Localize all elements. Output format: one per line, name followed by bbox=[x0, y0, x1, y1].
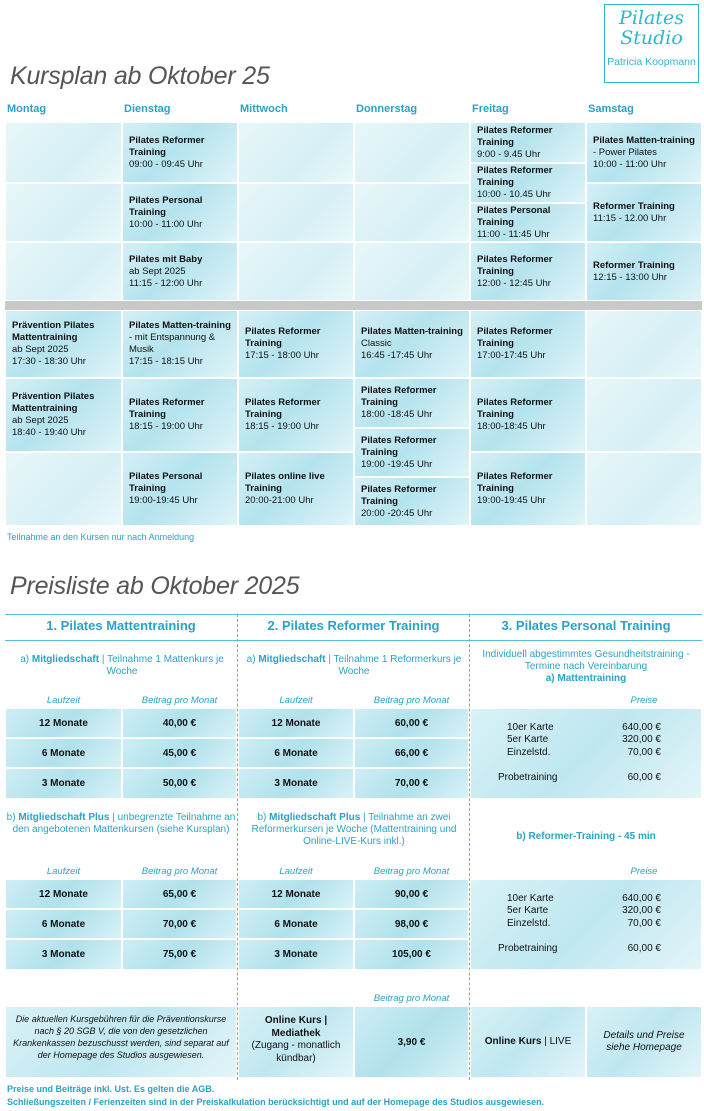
course-cell bbox=[238, 310, 354, 378]
ref-plus-desc bbox=[244, 812, 464, 848]
course-time: 10:00 - 11:00 Uhr bbox=[593, 158, 667, 170]
course-cell bbox=[470, 203, 586, 242]
course-cell bbox=[470, 163, 586, 203]
laufzeit-label: Laufzeit bbox=[279, 866, 313, 877]
course-name: Pilates Personal Training bbox=[477, 204, 551, 228]
course-name: Prävention Pilates Mattentraining bbox=[12, 320, 95, 343]
course-cell bbox=[354, 378, 470, 428]
course-time: 20:00-21:00 Uhr bbox=[245, 495, 314, 506]
plus-label: Mitgliedschaft Plus bbox=[18, 812, 110, 823]
term-cell: 12 Monate bbox=[5, 708, 122, 738]
day-tuesday: Dienstag bbox=[124, 103, 171, 115]
footer-holidays: Schließungszeiten / Ferienzeiten sind in der Preiskalkulation berücksichtigt und auf der Homepage des Studios ausgewiesen. bbox=[7, 1097, 545, 1107]
schedule-empty-cell bbox=[238, 242, 354, 301]
course-time: 09:00 - 09:45 Uhr bbox=[129, 158, 203, 170]
term-cell: 12 Monate bbox=[238, 879, 354, 909]
personal-reformer-label: b) Reformer-Training - 45 min bbox=[516, 831, 656, 842]
beitrag-label: Beitrag pro Monat bbox=[373, 695, 450, 706]
term-cell: 3 Monate bbox=[5, 939, 122, 970]
online-mediathek-label: Online Kurs | Mediathek bbox=[264, 1015, 328, 1039]
schedule-empty-cell bbox=[586, 378, 702, 452]
term-cell: 12 Monate bbox=[5, 879, 122, 909]
price-cell: 70,00 € bbox=[122, 909, 237, 939]
price-cell: 90,00 € bbox=[354, 879, 469, 909]
term-cell: 6 Monate bbox=[238, 738, 354, 768]
online-live-label: Online Kurs bbox=[484, 1035, 542, 1047]
card-10: 10er Karte bbox=[507, 893, 554, 904]
course-cell bbox=[586, 183, 702, 242]
course-cell bbox=[586, 122, 702, 183]
schedule-separator bbox=[5, 301, 702, 310]
logo-name: Patricia Koopmann bbox=[607, 56, 696, 68]
footer-vat: Preise und Beiträge inkl. Ust. Es gelten die AGB. bbox=[7, 1084, 215, 1094]
single-lesson-price: 70,00 € bbox=[627, 747, 661, 758]
course-extra: - mit Entspannung & Musik bbox=[129, 332, 216, 355]
course-time: 10:00 - 11:00 Uhr bbox=[129, 218, 203, 230]
course-cell bbox=[5, 310, 122, 378]
course-time: 10:00 - 10.45 Uhr bbox=[477, 189, 551, 200]
online-mediathek-info: (Zugang - monatlich kündbar) bbox=[251, 1040, 341, 1064]
price-title: Preisliste ab Oktober 2025 bbox=[10, 572, 300, 600]
course-time: 18:00 -18:45 Uhr bbox=[361, 409, 433, 420]
schedule-empty-cell bbox=[586, 310, 702, 378]
course-cell bbox=[470, 378, 586, 452]
course-time: 12:00 - 12:45 Uhr bbox=[477, 277, 551, 289]
course-name: Prävention Pilates Mattentraining bbox=[12, 391, 95, 414]
online-mediathek-price: 3,90 € bbox=[354, 1006, 469, 1078]
course-cell bbox=[122, 452, 238, 526]
course-name: Pilates Reformer Training bbox=[477, 253, 553, 277]
course-cell bbox=[5, 378, 122, 452]
course-extra: ab Sept 2025 bbox=[12, 415, 69, 426]
schedule-title: Kursplan ab Oktober 25 bbox=[10, 62, 270, 90]
price-top-line bbox=[5, 614, 702, 615]
course-time: 12:15 - 13:00 Uhr bbox=[593, 271, 667, 283]
course-cell bbox=[122, 378, 238, 452]
plus-text: | Teilnahme an zwei Reformerkursen je Woche (Mattentraining und Online-LIVE-Kurs inkl.) bbox=[251, 812, 457, 847]
price-cell: 60,00 € bbox=[354, 708, 469, 738]
single-lesson: Einzelstd. bbox=[507, 918, 551, 929]
beitrag-label: Beitrag pro Monat bbox=[373, 866, 450, 877]
card-5: 5er Karte bbox=[507, 905, 549, 916]
course-name: Pilates Reformer Training bbox=[477, 326, 553, 349]
laufzeit-label: Laufzeit bbox=[279, 695, 313, 706]
preise-label: Preise bbox=[630, 866, 658, 877]
single-lesson-price: 70,00 € bbox=[627, 918, 661, 929]
col-personal: 3. Pilates Personal Training bbox=[501, 618, 671, 633]
course-cell bbox=[354, 310, 470, 378]
online-live-box bbox=[470, 1006, 586, 1078]
course-name: Pilates Reformer Training bbox=[245, 397, 321, 420]
course-time: 18:15 - 19:00 Uhr bbox=[129, 421, 203, 432]
laufzeit-label: Laufzeit bbox=[46, 866, 81, 877]
course-time: 17:15 - 18:00 Uhr bbox=[245, 350, 319, 361]
personal-matten-label: a) Mattentraining bbox=[545, 673, 627, 684]
price-cell: 105,00 € bbox=[354, 939, 469, 970]
course-name: Pilates Reformer Training bbox=[477, 165, 553, 188]
logo-line2: Studio bbox=[620, 27, 683, 49]
schedule-empty-cell bbox=[238, 122, 354, 183]
schedule-empty-cell bbox=[5, 242, 122, 301]
card-10: 10er Karte bbox=[507, 722, 554, 733]
schedule-empty-cell bbox=[5, 122, 122, 183]
course-time: 16:45 -17:45 Uhr bbox=[361, 350, 433, 361]
course-cell bbox=[586, 242, 702, 301]
course-extra: - Power Pilates bbox=[593, 146, 657, 158]
schedule-empty-cell bbox=[354, 242, 470, 301]
plus-label: Mitgliedschaft Plus bbox=[269, 812, 361, 823]
day-saturday: Samstag bbox=[588, 103, 634, 115]
course-extra: Classic bbox=[361, 338, 392, 349]
course-time: 18:15 - 19:00 Uhr bbox=[245, 421, 319, 432]
price-cell: 70,00 € bbox=[354, 768, 469, 799]
membership-text: | Teilnahme 1 Mattenkurs je Woche bbox=[99, 654, 224, 677]
personal-desc bbox=[474, 649, 698, 685]
course-cell bbox=[238, 452, 354, 526]
course-name: Pilates Reformer Training bbox=[361, 434, 437, 458]
course-cell bbox=[470, 242, 586, 301]
course-time: 17:00-17:45 Uhr bbox=[477, 350, 546, 361]
course-cell bbox=[238, 378, 354, 452]
studio-logo bbox=[604, 4, 699, 83]
card-5: 5er Karte bbox=[507, 734, 549, 745]
day-wednesday: Mittwoch bbox=[240, 103, 288, 115]
course-cell bbox=[470, 122, 586, 163]
course-name: Pilates Reformer Training bbox=[129, 134, 205, 158]
course-cell bbox=[122, 310, 238, 378]
laufzeit-label: Laufzeit bbox=[46, 695, 81, 706]
beitrag-label: Beitrag pro Monat bbox=[141, 866, 218, 877]
course-name: Pilates Reformer Training bbox=[361, 483, 437, 507]
price-cell: 45,00 € bbox=[122, 738, 237, 768]
course-time: 11:00 - 11:45 Uhr bbox=[477, 228, 550, 240]
course-name: Pilates Matten-training bbox=[129, 320, 231, 331]
course-cell bbox=[122, 183, 238, 242]
term-cell: 3 Monate bbox=[238, 768, 354, 799]
term-cell: 3 Monate bbox=[238, 939, 354, 970]
trial-price: 60,00 € bbox=[627, 943, 661, 954]
schedule-empty-cell bbox=[238, 183, 354, 242]
personal-price-box bbox=[470, 879, 702, 970]
day-friday: Freitag bbox=[472, 103, 509, 115]
prefix: a) bbox=[246, 654, 259, 665]
course-name: Pilates Matten-training bbox=[361, 326, 463, 337]
plus-text: | unbegrenzte Teilnahme an den angebotenen Mattenkursen (siehe Kursplan) bbox=[12, 812, 236, 835]
course-time: 17:30 - 18:30 Uhr bbox=[12, 356, 86, 367]
course-name: Pilates Reformer Training bbox=[477, 397, 553, 420]
course-name: Reformer Training bbox=[593, 259, 675, 271]
course-name: Pilates Reformer Training bbox=[361, 385, 437, 408]
trial-label: Probetraining bbox=[498, 772, 558, 783]
course-name: Reformer Training bbox=[593, 200, 675, 212]
online-live-suffix: | LIVE bbox=[541, 1035, 572, 1047]
price-cell: 50,00 € bbox=[122, 768, 237, 799]
day-thursday: Donnerstag bbox=[356, 103, 418, 115]
term-cell: 6 Monate bbox=[5, 738, 122, 768]
course-name: Pilates Matten-training bbox=[593, 134, 695, 146]
course-time: 9:00 - 9.45 Uhr bbox=[477, 148, 541, 160]
col-reformer: 2. Pilates Reformer Training bbox=[267, 618, 440, 633]
schedule-empty-cell bbox=[354, 122, 470, 183]
schedule-empty-cell bbox=[354, 183, 470, 242]
course-cell bbox=[470, 310, 586, 378]
ref-membership-desc bbox=[244, 654, 464, 678]
term-cell: 6 Monate bbox=[238, 909, 354, 939]
day-monday: Montag bbox=[7, 103, 47, 115]
membership-label: Mitgliedschaft bbox=[258, 654, 326, 665]
registration-note: Teilnahme an den Kursen nur nach Anmeldung bbox=[7, 532, 195, 542]
prefix: a) bbox=[20, 654, 32, 665]
personal-text: Individuell abgestimmtes Gesundheitstraining - Termine nach Vereinbarung bbox=[482, 649, 690, 672]
price-cell: 98,00 € bbox=[354, 909, 469, 939]
schedule-empty-cell bbox=[5, 452, 122, 526]
card-10-price: 640,00 € bbox=[622, 722, 661, 733]
course-time: 19:00-19:45 Uhr bbox=[129, 495, 198, 506]
course-name: Pilates Personal Training bbox=[129, 194, 203, 218]
term-cell: 6 Monate bbox=[5, 909, 122, 939]
price-cell: 65,00 € bbox=[122, 879, 237, 909]
course-extra: ab Sept 2025 bbox=[12, 344, 69, 355]
course-name: Pilates Reformer Training bbox=[129, 397, 205, 420]
trial-price: 60,00 € bbox=[627, 772, 661, 783]
course-name: Pilates Reformer Training bbox=[477, 471, 553, 494]
header-line bbox=[5, 640, 702, 641]
course-cell bbox=[470, 452, 586, 526]
course-time: 20:00 -20:45 Uhr bbox=[361, 507, 433, 519]
term-cell: 3 Monate bbox=[5, 768, 122, 799]
personal-price-box bbox=[470, 708, 702, 799]
course-name: Pilates Reformer Training bbox=[477, 124, 553, 148]
course-name: Pilates Personal Training bbox=[129, 471, 203, 494]
mat-plus-desc bbox=[5, 812, 237, 836]
course-time: 18:00-18:45 Uhr bbox=[477, 421, 546, 432]
online-mediathek-box bbox=[238, 1006, 354, 1078]
price-cell: 40,00 € bbox=[122, 708, 237, 738]
card-5-price: 320,00 € bbox=[622, 905, 661, 916]
membership-text: | Teilnahme 1 Reformerkurs je Woche bbox=[325, 654, 462, 677]
details-homepage: Details und Preise siehe Homepage bbox=[586, 1006, 702, 1078]
prefix: b) bbox=[6, 812, 19, 823]
prevention-note: Die aktuellen Kursgebühren für die Präventionskurse nach § 20 SGB V, die von den gesetzlichen Krankenkassen bezuschusst werden, sind separat auf der Homepage des Studios ausgewiesen. bbox=[5, 1006, 237, 1078]
beitrag-label: Beitrag pro Monat bbox=[373, 993, 450, 1004]
single-lesson: Einzelstd. bbox=[507, 747, 551, 758]
course-time: 11:15 - 12:00 Uhr bbox=[129, 277, 203, 289]
term-cell: 12 Monate bbox=[238, 708, 354, 738]
col-mattentraining: 1. Pilates Mattentraining bbox=[46, 618, 196, 633]
course-time: 19:00-19:45 Uhr bbox=[477, 495, 546, 506]
beitrag-label: Beitrag pro Monat bbox=[141, 695, 218, 706]
mat-membership-desc bbox=[12, 654, 232, 678]
preise-label: Preise bbox=[630, 695, 658, 706]
course-name: Pilates online live Training bbox=[245, 471, 325, 494]
card-5-price: 320,00 € bbox=[622, 734, 661, 745]
schedule-empty-cell bbox=[586, 452, 702, 526]
course-cell bbox=[354, 428, 470, 477]
price-cell: 75,00 € bbox=[122, 939, 237, 970]
trial-label: Probetraining bbox=[498, 943, 558, 954]
course-name: Pilates mit Baby bbox=[129, 253, 203, 265]
schedule-empty-cell bbox=[5, 183, 122, 242]
course-time: 19:00 -19:45 Uhr bbox=[361, 458, 433, 470]
membership-label: Mitgliedschaft bbox=[31, 654, 100, 665]
course-name: Pilates Reformer Training bbox=[245, 326, 321, 349]
course-extra: ab Sept 2025 bbox=[129, 265, 186, 277]
card-10-price: 640,00 € bbox=[622, 893, 661, 904]
course-time: 11:15 - 12.00 Uhr bbox=[593, 212, 667, 224]
logo-line1: Pilates bbox=[619, 7, 684, 29]
prefix: b) bbox=[257, 812, 270, 823]
course-time: 18:40 - 19:40 Uhr bbox=[12, 427, 86, 438]
course-cell bbox=[122, 242, 238, 301]
course-cell bbox=[354, 477, 470, 526]
price-cell: 66,00 € bbox=[354, 738, 469, 768]
course-time: 17:15 - 18:15 Uhr bbox=[129, 356, 203, 367]
course-cell bbox=[122, 122, 238, 183]
